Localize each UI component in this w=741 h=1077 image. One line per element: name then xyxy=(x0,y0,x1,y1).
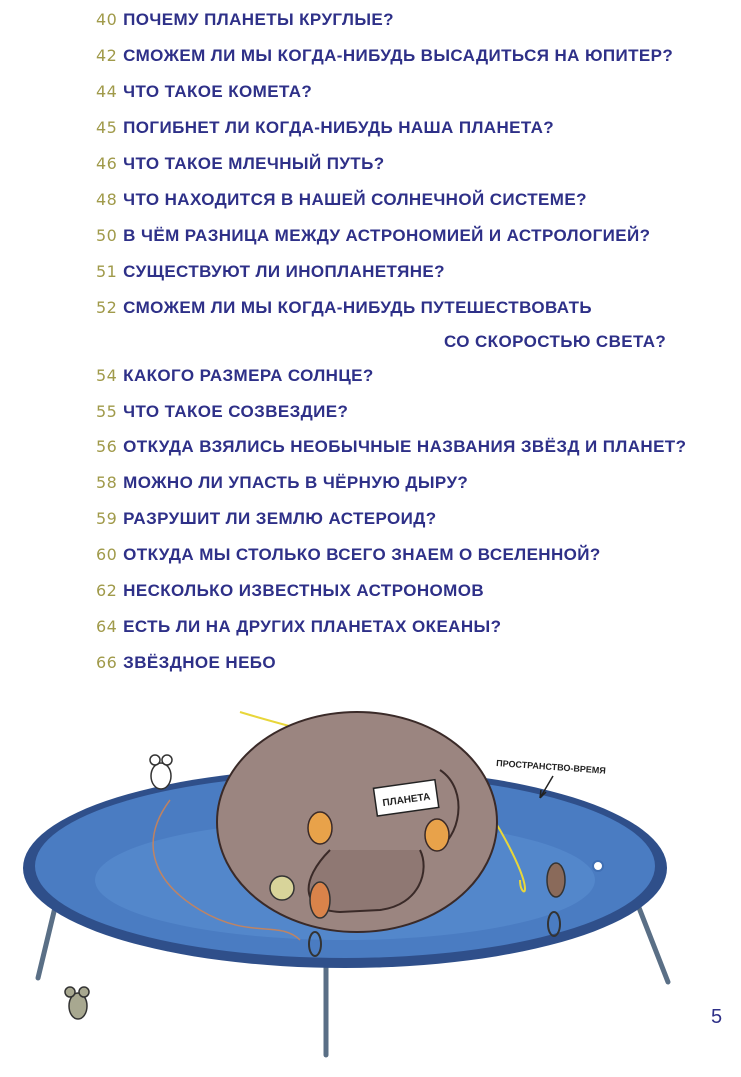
toc-entry[interactable] xyxy=(96,298,667,351)
toc-entry[interactable] xyxy=(96,226,650,246)
toc-page-number: 64 xyxy=(96,617,118,636)
toc-title: ОТКУДА ВЗЯЛИСЬ НЕОБЫЧНЫЕ НАЗВАНИЯ ЗВЁЗД И ПЛАНЕТ? xyxy=(123,437,687,456)
toc-title: ЗВЁЗДНОЕ НЕБО xyxy=(123,653,277,672)
toc-page-number: 48 xyxy=(96,190,118,209)
toc-entry[interactable] xyxy=(96,262,445,282)
toc-entry[interactable] xyxy=(96,545,601,565)
spacetime-label: ПРОСТРАНСТВО-ВРЕМЯ xyxy=(495,758,607,776)
toc-title: МОЖНО ЛИ УПАСТЬ В ЧЁРНУЮ ДЫРУ? xyxy=(123,473,469,492)
toc-title-continuation: СО СКОРОСТЬЮ СВЕТА? xyxy=(444,332,667,351)
toc-entry[interactable] xyxy=(96,154,385,174)
toc-page-number: 66 xyxy=(96,653,118,672)
toc-entry[interactable] xyxy=(96,366,374,386)
toc-page-number: 58 xyxy=(96,473,118,492)
toc-title: В ЧЁМ РАЗНИЦА МЕЖДУ АСТРОНОМИЕЙ И АСТРОЛОГИЕЙ? xyxy=(123,226,651,245)
elephant-planet xyxy=(217,712,497,932)
toc-title: РАЗРУШИТ ЛИ ЗЕМЛЮ АСТЕРОИД? xyxy=(123,509,437,528)
toc-entry[interactable] xyxy=(96,581,484,601)
toc-entry[interactable] xyxy=(96,46,673,66)
toc-title: СУЩЕСТВУЮТ ЛИ ИНОПЛАНЕТЯНЕ? xyxy=(123,262,445,281)
toc-entry[interactable] xyxy=(96,509,437,529)
toc-title: ЧТО ТАКОЕ СОЗВЕЗДИЕ? xyxy=(123,402,349,421)
toc-entry[interactable] xyxy=(96,402,348,422)
toc-entry[interactable] xyxy=(96,82,312,102)
toc-title: НЕСКОЛЬКО ИЗВЕСТНЫХ АСТРОНОМОВ xyxy=(123,581,485,600)
toc-title: СМОЖЕМ ЛИ МЫ КОГДА-НИБУДЬ ПУТЕШЕСТВОВАТЬ xyxy=(123,298,593,317)
toc-page-number: 51 xyxy=(96,262,118,281)
toc-title: КАКОГО РАЗМЕРА СОЛНЦЕ? xyxy=(123,366,374,385)
toc-entry[interactable] xyxy=(96,118,554,138)
toc-page-number: 44 xyxy=(96,82,118,101)
trampoline-illustration xyxy=(0,690,741,1077)
toc-page-number: 62 xyxy=(96,581,118,600)
toc-page-number: 50 xyxy=(96,226,118,245)
mouse-bottom-left xyxy=(65,987,89,1019)
toc-entry[interactable] xyxy=(96,653,276,673)
toc-page-number: 45 xyxy=(96,118,118,137)
toc-title: СМОЖЕМ ЛИ МЫ КОГДА-НИБУДЬ ВЫСАДИТЬСЯ НА ЮПИТЕР? xyxy=(123,46,674,65)
page-number: 5 xyxy=(711,1006,723,1028)
toc-page-number: 46 xyxy=(96,154,118,173)
toc-title: ЧТО ТАКОЕ КОМЕТА? xyxy=(123,82,313,101)
toc-entry[interactable] xyxy=(96,473,468,493)
toc-page-number: 59 xyxy=(96,509,118,528)
toc-entry[interactable] xyxy=(96,10,394,30)
toc-title: ПОГИБНЕТ ЛИ КОГДА-НИБУДЬ НАША ПЛАНЕТА? xyxy=(123,118,555,137)
toc-title: ЧТО НАХОДИТСЯ В НАШЕЙ СОЛНЕЧНОЙ СИСТЕМЕ? xyxy=(123,190,587,209)
toc-title: ПОЧЕМУ ПЛАНЕТЫ КРУГЛЫЕ? xyxy=(123,10,394,29)
toc-entry[interactable] xyxy=(96,437,686,457)
toc-page-number: 55 xyxy=(96,402,118,421)
toc-entry[interactable] xyxy=(96,190,587,210)
toc-title: ОТКУДА МЫ СТОЛЬКО ВСЕГО ЗНАЕМ О ВСЕЛЕННОЙ? xyxy=(123,545,601,564)
toc-page-number: 56 xyxy=(96,437,118,456)
toc-title: ЕСТЬ ЛИ НА ДРУГИХ ПЛАНЕТАХ ОКЕАНЫ? xyxy=(123,617,502,636)
toc-page-number: 54 xyxy=(96,366,118,385)
toc-page-number: 60 xyxy=(96,545,118,564)
toc-page-number: 42 xyxy=(96,46,118,65)
toc-title: ЧТО ТАКОЕ МЛЕЧНЫЙ ПУТЬ? xyxy=(123,154,385,173)
toc-page-number: 40 xyxy=(96,10,118,29)
mouse-top-left xyxy=(150,755,172,789)
toc-entry[interactable] xyxy=(96,617,501,637)
toc-page-number: 52 xyxy=(96,298,118,317)
planet-sign-label: ПЛАНЕТА xyxy=(381,791,432,810)
